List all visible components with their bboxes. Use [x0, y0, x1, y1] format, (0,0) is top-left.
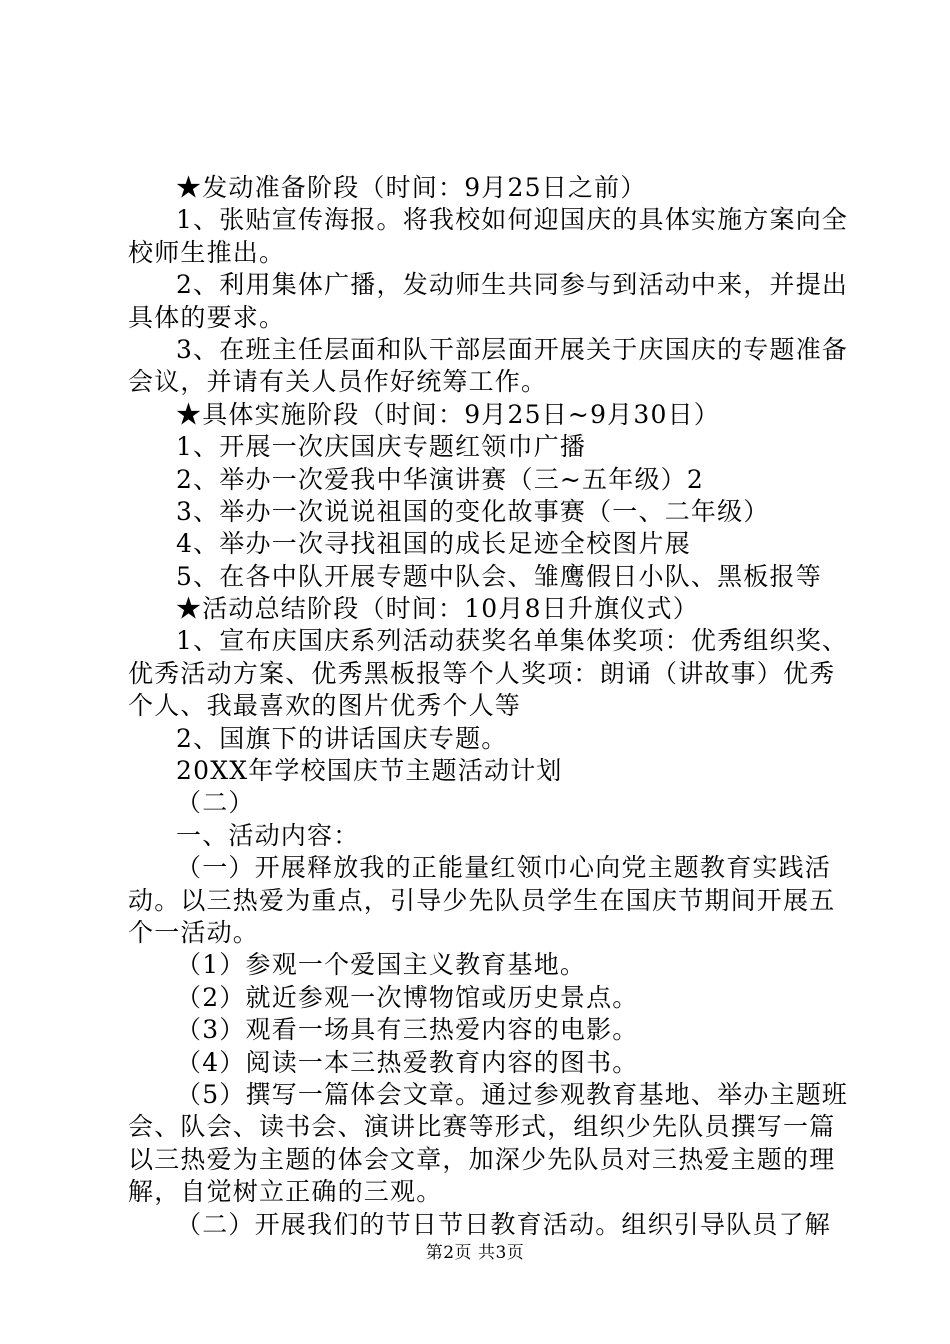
- text-line: 一、活动内容：: [176, 820, 360, 850]
- text-line: 以三热爱为主题的体会文章，加深少先队员对三热爱主题的理: [128, 1144, 836, 1174]
- text-line: （二）: [176, 788, 255, 818]
- text-line: （5）撰写一篇体会文章。通过参观教育基地、举办主题班: [176, 1079, 849, 1109]
- text-line: 2、利用集体广播，发动师生共同参与到活动中来，并提出: [176, 270, 849, 300]
- text-line: 解，自觉树立正确的三观。: [128, 1177, 443, 1207]
- text-line: （2）就近参观一次博物馆或历史景点。: [176, 982, 639, 1012]
- text-line: （一）开展释放我的正能量红领巾心向党主题教育实践活: [176, 853, 832, 883]
- text-line: 个一活动。: [128, 917, 260, 947]
- text-line: 优秀活动方案、优秀黑板报等个人奖项：朗诵（讲故事）优秀: [128, 658, 836, 688]
- text-line: 1、开展一次庆国庆专题红领巾广播: [176, 432, 587, 462]
- text-line: （3）观看一场具有三热爱内容的电影。: [176, 1015, 639, 1045]
- text-line: 1、张贴宣传海报。将我校如何迎国庆的具体实施方案向全: [176, 205, 849, 235]
- text-line: 5、在各中队开展专题中队会、雏鹰假日小队、黑板报等: [176, 561, 822, 591]
- page-footer: 第2页 共3页: [425, 1243, 525, 1263]
- text-line: 20XX年学校国庆节主题活动计划: [176, 756, 563, 786]
- text-line: 个人、我最喜欢的图片优秀个人等: [128, 691, 522, 721]
- text-line: 3、在班主任层面和队干部层面开展关于庆国庆的专题准备: [176, 334, 849, 364]
- text-line: 会、队会、读书会、演讲比赛等形式，组织少先队员撰写一篇: [128, 1112, 836, 1142]
- text-line: ★具体实施阶段（时间：9月25日~9月30日）: [176, 399, 720, 429]
- text-line: ★发动准备阶段（时间：9月25日之前）: [176, 173, 647, 202]
- text-line: 会议，并请有关人员作好统筹工作。: [128, 367, 548, 397]
- text-line: 校师生推出。: [128, 237, 286, 267]
- document-body: [128, 172, 849, 1241]
- text-line: （二）开展我们的节日节日教育活动。组织引导队员了解: [176, 1209, 832, 1239]
- text-line: ★活动总结阶段（时间：10月8日升旗仪式）: [176, 594, 699, 624]
- text-line: 2、举办一次爱我中华演讲赛（三~五年级）2: [176, 464, 704, 494]
- text-line: 1、宣布庆国庆系列活动获奖名单集体奖项：优秀组织奖、: [176, 626, 849, 656]
- text-line: 3、举办一次说说祖国的变化故事赛（一、二年级）: [176, 496, 770, 526]
- text-line: 动。以三热爱为重点，引导少先队员学生在国庆节期间开展五: [128, 885, 836, 915]
- text-line: 具体的要求。: [128, 302, 286, 332]
- text-line: （4）阅读一本三热爱教育内容的图书。: [176, 1047, 639, 1077]
- text-line: （1）参观一个爱国主义教育基地。: [176, 950, 587, 980]
- text-line: 4、举办一次寻找祖国的成长足迹全校图片展: [176, 529, 691, 559]
- text-line: 2、国旗下的讲话国庆专题。: [176, 723, 508, 753]
